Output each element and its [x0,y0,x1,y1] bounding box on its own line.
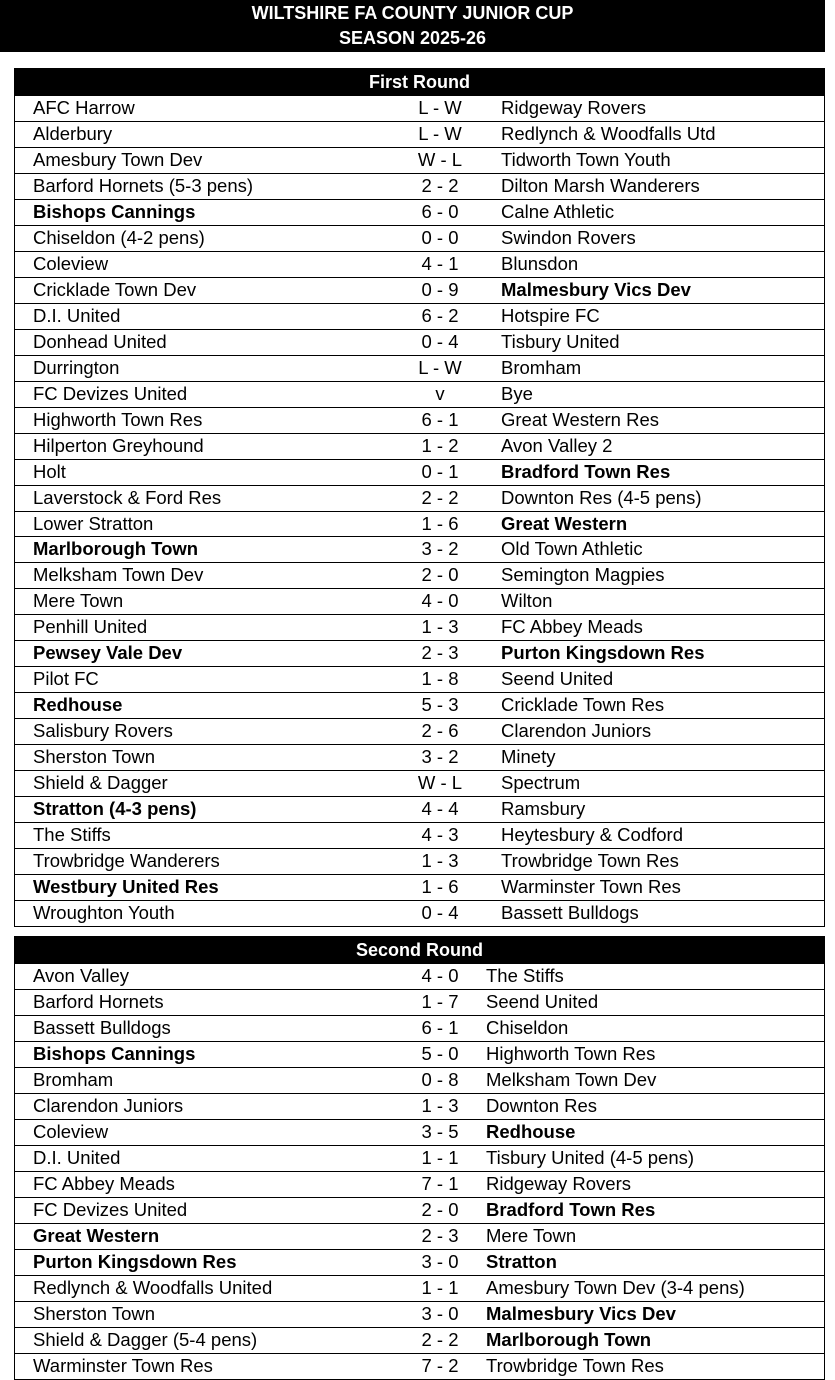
match-row [15,848,824,874]
away-team: Redhouse [486,1120,576,1142]
match-score: 0 - 0 [421,226,459,248]
match-row [15,562,824,588]
home-team: Sherston Town [33,1302,156,1324]
away-team: Tisbury United (4-5 pens) [486,1146,695,1168]
away-team: Minety [501,746,556,768]
match-row [15,1015,824,1041]
match-score: 5 - 3 [421,694,459,716]
match-row [15,121,824,147]
match-row [15,225,824,251]
away-team: Avon Valley 2 [501,434,613,456]
match-row [15,640,824,666]
match-score: 3 - 0 [421,1250,459,1272]
match-score: 4 - 0 [421,590,459,612]
match-row [15,796,824,822]
away-team: Melksham Town Dev [486,1068,657,1090]
match-row [15,822,824,848]
home-team: Wroughton Youth [33,902,175,924]
match-row [15,588,824,614]
home-team: Lower Stratton [33,512,154,534]
match-score: 0 - 4 [421,902,459,924]
match-score: 1 - 1 [421,1276,459,1298]
match-score: 1 - 3 [421,850,459,872]
home-team: Redlynch & Woodfalls United [33,1276,273,1298]
home-team: Stratton (4-3 pens) [33,798,197,820]
match-score: W - L [417,772,463,794]
away-team: Great Western Res [501,408,659,430]
home-team: Redhouse [33,694,123,716]
match-row [15,303,824,329]
home-team: AFC Harrow [33,97,135,118]
match-row [15,536,824,562]
away-team: Malmesbury Vics Dev [486,1302,676,1324]
home-team: FC Devizes United [33,382,188,404]
home-team: FC Devizes United [33,1198,188,1220]
away-team: FC Abbey Meads [501,616,643,638]
away-team: Trowbridge Town Res [486,1354,664,1376]
away-team: Downton Res [486,1094,598,1116]
away-team: Seend United [501,668,614,690]
away-team: Great Western [501,512,628,534]
match-score: 3 - 2 [421,746,459,768]
match-score: L - W [418,97,462,118]
match-row [15,692,824,718]
home-team: Hilperton Greyhound [33,434,204,456]
home-team: D.I. United [33,1146,121,1168]
match-score: 2 - 2 [421,486,459,508]
home-team: Laverstock & Ford Res [33,486,222,508]
home-team: Alderbury [33,122,113,144]
match-score: 6 - 1 [421,408,459,430]
home-team: Shield & Dagger (5-4 pens) [33,1328,258,1350]
home-team: Great Western [33,1224,160,1246]
home-team: Warminster Town Res [33,1354,213,1376]
match-row [15,744,824,770]
away-team: The Stiffs [486,965,564,986]
home-team: Coleview [33,1120,109,1142]
match-row [15,874,824,900]
home-team: The Stiffs [33,824,111,846]
home-team: Barford Hornets [33,990,164,1012]
match-score: 1 - 8 [421,668,459,690]
match-score: 4 - 4 [421,798,459,820]
home-team: Sherston Town [33,746,156,768]
home-team: Chiseldon (4-2 pens) [33,226,205,248]
match-row [15,1249,824,1275]
away-team: Tidworth Town Youth [501,148,671,170]
match-row [15,1197,824,1223]
home-team: Pilot FC [33,668,99,690]
match-score: 7 - 1 [421,1172,459,1194]
match-row [15,511,824,537]
home-team: Bishops Cannings [33,1042,196,1064]
round-header: Second Round [15,937,824,963]
away-team: Chiseldon [486,1016,569,1038]
match-row [15,1327,824,1353]
match-score: 2 - 2 [421,174,459,196]
home-team: Mere Town [33,590,124,612]
match-row [15,1093,824,1119]
away-team: Hotspire FC [501,304,600,326]
match-score: 6 - 0 [421,200,459,222]
away-team: Clarendon Juniors [501,720,652,742]
away-team: Tisbury United [501,330,620,352]
match-row [15,1119,824,1145]
match-row [15,433,824,459]
match-list [15,95,824,926]
match-score: L - W [418,356,462,378]
page-title [0,0,825,52]
match-row [15,614,824,640]
home-team: Bromham [33,1068,114,1090]
away-team: Redlynch & Woodfalls Utd [501,122,716,144]
away-team: Semington Magpies [501,564,665,586]
match-score: 4 - 0 [421,965,459,986]
away-team: Bradford Town Res [486,1198,656,1220]
home-team: Cricklade Town Dev [33,278,197,300]
away-team: Bye [501,382,533,404]
match-score: 2 - 2 [421,1328,459,1350]
match-list [15,963,824,1379]
match-score: 1 - 1 [421,1146,459,1168]
match-row [15,1275,824,1301]
match-score: 4 - 1 [421,252,459,274]
away-team: Stratton [486,1250,557,1272]
away-team: Mere Town [486,1224,577,1246]
home-team: Coleview [33,252,109,274]
away-team: Marlborough Town [486,1328,652,1350]
home-team: Purton Kingsdown Res [33,1250,237,1272]
home-team: Avon Valley [33,965,129,986]
away-team: Ridgeway Rovers [501,97,646,118]
away-team: Trowbridge Town Res [501,850,679,872]
match-score: 7 - 2 [421,1354,459,1376]
match-score: 6 - 2 [421,304,459,326]
match-score: 0 - 8 [421,1068,459,1090]
home-team: Pewsey Vale Dev [33,642,183,664]
away-team: Heytesbury & Codford [501,824,684,846]
match-score: 1 - 6 [421,876,459,898]
home-team: Clarendon Juniors [33,1094,184,1116]
match-score: 1 - 6 [421,512,459,534]
match-row [15,381,824,407]
match-score: 3 - 5 [421,1120,459,1142]
away-team: Bassett Bulldogs [501,902,639,924]
match-row [15,1067,824,1093]
match-row [15,1301,824,1327]
away-team: Wilton [501,590,553,612]
away-team: Highworth Town Res [486,1042,656,1064]
match-score: 2 - 3 [421,1224,459,1246]
home-team: Bassett Bulldogs [33,1016,171,1038]
match-score: 0 - 1 [421,460,459,482]
home-team: Holt [33,460,66,482]
match-score: 6 - 1 [421,1016,459,1038]
away-team: Bradford Town Res [501,460,671,482]
match-score: 0 - 9 [421,278,459,300]
away-team: Ridgeway Rovers [486,1172,631,1194]
match-row [15,770,824,796]
match-row [15,989,824,1015]
match-score: 2 - 6 [421,720,459,742]
match-score: 3 - 0 [421,1302,459,1324]
match-row [15,1353,824,1379]
away-team: Downton Res (4-5 pens) [501,486,702,508]
away-team: Cricklade Town Res [501,694,665,716]
away-team: Swindon Rovers [501,226,636,248]
match-row [15,459,824,485]
away-team: Ramsbury [501,798,586,820]
match-row [15,95,824,121]
match-row [15,1223,824,1249]
match-score: 1 - 3 [421,616,459,638]
round-header: First Round [15,69,824,95]
match-row [15,199,824,225]
home-team: FC Abbey Meads [33,1172,175,1194]
match-row [15,277,824,303]
title-line-1: WILTSHIRE FA COUNTY JUNIOR CUP [251,3,574,23]
away-team: Calne Athletic [501,200,615,222]
match-score: 1 - 7 [421,990,459,1012]
away-team: Purton Kingsdown Res [501,642,705,664]
home-team: Bishops Cannings [33,200,196,222]
home-team: Westbury United Res [33,876,219,898]
match-row [15,173,824,199]
match-row [15,407,824,433]
match-row [15,251,824,277]
match-row [15,1145,824,1171]
away-team: Seend United [486,990,599,1012]
home-team: Barford Hornets (5-3 pens) [33,174,254,196]
away-team: Amesbury Town Dev (3-4 pens) [486,1276,745,1298]
match-row [15,1041,824,1067]
home-team: Shield & Dagger [33,772,168,794]
away-team: Warminster Town Res [501,876,681,898]
away-team: Blunsdon [501,252,579,274]
match-row [15,485,824,511]
match-score: 2 - 0 [421,1198,459,1220]
first-round-table [14,68,825,927]
match-row [15,355,824,381]
home-team: Durrington [33,356,120,378]
match-score: 2 - 0 [421,564,459,586]
home-team: Donhead United [33,330,167,352]
home-team: Penhill United [33,616,148,638]
match-score: L - W [418,122,462,144]
second-round-table [14,936,825,1380]
match-row [15,329,824,355]
match-score: 3 - 2 [421,538,459,560]
match-score: 2 - 3 [421,642,459,664]
home-team: Trowbridge Wanderers [33,850,220,872]
match-score: 5 - 0 [421,1042,459,1064]
match-row [15,718,824,744]
match-row [15,1171,824,1197]
home-team: Highworth Town Res [33,408,203,430]
match-row [15,900,824,926]
match-score: W - L [417,148,463,170]
home-team: Marlborough Town [33,538,199,560]
away-team: Bromham [501,356,582,378]
match-row [15,963,824,989]
match-score: 1 - 2 [421,434,459,456]
match-score: 0 - 4 [421,330,459,352]
away-team: Malmesbury Vics Dev [501,278,691,300]
home-team: Salisbury Rovers [33,720,173,742]
home-team: Melksham Town Dev [33,564,204,586]
away-team: Dilton Marsh Wanderers [501,174,700,196]
match-score: 1 - 3 [421,1094,459,1116]
match-row [15,147,824,173]
away-team: Old Town Athletic [501,538,643,560]
home-team: Amesbury Town Dev [33,148,203,170]
home-team: D.I. United [33,304,121,326]
title-line-2: SEASON 2025-26 [338,28,487,48]
match-row [15,666,824,692]
match-score: 4 - 3 [421,824,459,846]
away-team: Spectrum [501,772,581,794]
match-score: v [435,382,445,404]
